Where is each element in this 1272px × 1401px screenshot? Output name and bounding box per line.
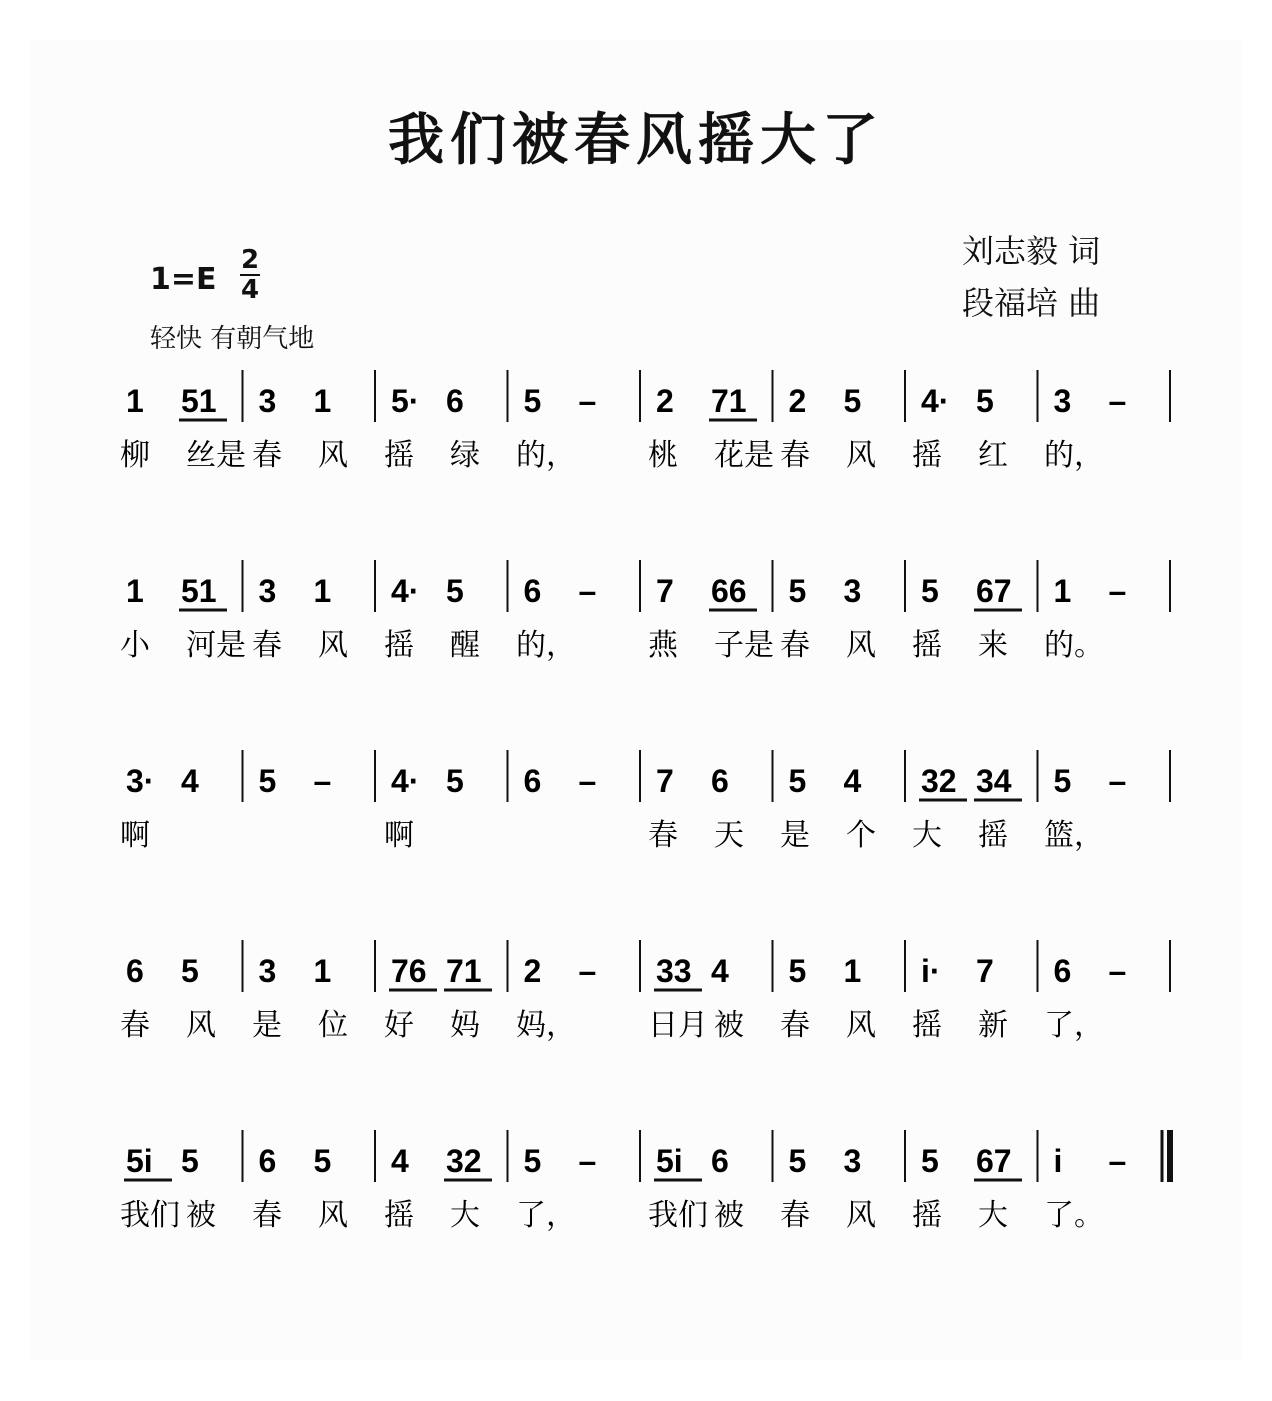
note: 3 xyxy=(843,1143,862,1179)
note: 5· xyxy=(391,383,420,419)
lyric-syllable: 新 xyxy=(978,1008,1008,1043)
note: 5 xyxy=(313,1143,332,1179)
lyric-syllable: 好 xyxy=(384,1008,414,1043)
key-signature: 1=E xyxy=(150,262,217,297)
note: 5 xyxy=(181,1143,199,1179)
note: 4· xyxy=(391,573,420,609)
note: 2 xyxy=(656,383,674,419)
note: 5i xyxy=(656,1143,683,1179)
note: 1 xyxy=(313,383,332,419)
lyric-syllable: 风 xyxy=(186,1008,216,1043)
note: 5 xyxy=(181,953,199,989)
note: 51 xyxy=(181,573,217,609)
time-signature-bottom: 4 xyxy=(240,275,260,305)
note: – xyxy=(1108,383,1127,419)
note: 71 xyxy=(446,953,482,989)
lyric-syllable: 花是 xyxy=(714,438,774,473)
note: i xyxy=(1053,1143,1063,1179)
lyric-syllable: 燕 xyxy=(648,628,678,663)
note: 4 xyxy=(391,1143,409,1179)
note: 67 xyxy=(976,1143,1012,1179)
lyric-syllable: 摇 xyxy=(912,1198,942,1233)
note: 7 xyxy=(656,763,674,799)
lyric-syllable: 风 xyxy=(846,1198,876,1233)
note: 3 xyxy=(258,953,277,989)
note: 5 xyxy=(523,383,542,419)
note: 4 xyxy=(843,763,862,799)
lyric-syllable: 日月 xyxy=(648,1008,708,1043)
lyric-syllable: 小 xyxy=(120,628,150,663)
note: 1 xyxy=(843,953,862,989)
lyric-syllable: 醒 xyxy=(450,628,480,663)
note: 5i xyxy=(126,1143,153,1179)
note: – xyxy=(578,383,597,419)
lyric-syllable: 春 xyxy=(780,1008,810,1043)
lyric-syllable: 大 xyxy=(912,818,942,853)
lyric-syllable: 我们 xyxy=(648,1198,708,1233)
note: 32 xyxy=(446,1143,482,1179)
lyric-syllable: 的， xyxy=(516,438,576,473)
lyric-syllable: 的， xyxy=(516,628,576,663)
lyric-syllable: 我们 xyxy=(120,1198,180,1233)
note: 2 xyxy=(788,383,807,419)
note: 5 xyxy=(921,1143,939,1179)
lyric-syllable: 摇 xyxy=(384,628,414,663)
lyric-syllable: 了， xyxy=(1044,1008,1104,1043)
note: 5 xyxy=(446,573,464,609)
lyric-syllable: 摇 xyxy=(384,1198,414,1233)
note: 1 xyxy=(126,383,144,419)
note: 5 xyxy=(788,1143,807,1179)
note: 1 xyxy=(313,573,332,609)
note: 4 xyxy=(181,763,199,799)
note: 6 xyxy=(258,1143,277,1179)
note: 7 xyxy=(656,573,674,609)
note: 3· xyxy=(126,763,155,799)
note: – xyxy=(313,763,332,799)
lyric-syllable: 春 xyxy=(120,1008,150,1043)
note: 5 xyxy=(523,1143,542,1179)
note: 7 xyxy=(976,953,994,989)
lyric-syllable: 风 xyxy=(846,438,876,473)
lyric-syllable: 丝是 xyxy=(186,438,246,473)
note: – xyxy=(578,1143,597,1179)
note: 5 xyxy=(843,383,862,419)
note: 3 xyxy=(1053,383,1072,419)
note: 1 xyxy=(313,953,332,989)
note: 5 xyxy=(921,573,939,609)
lyric-syllable: 子是 xyxy=(714,628,774,663)
lyric-syllable: 大 xyxy=(450,1198,480,1233)
lyric-syllable: 的， xyxy=(1044,438,1104,473)
note: 76 xyxy=(391,953,427,989)
lyric-syllable: 风 xyxy=(318,438,348,473)
note: 4· xyxy=(391,763,420,799)
note: 6 xyxy=(1053,953,1072,989)
lyric-syllable: 风 xyxy=(318,628,348,663)
note: 5 xyxy=(788,573,807,609)
note: 6 xyxy=(711,1143,729,1179)
note: 2 xyxy=(523,953,542,989)
lyric-syllable: 春 xyxy=(780,1198,810,1233)
note: 1 xyxy=(1053,573,1072,609)
note: 1 xyxy=(126,573,144,609)
note: – xyxy=(578,573,597,609)
lyric-syllable: 位 xyxy=(318,1008,348,1043)
lyric-syllable: 春 xyxy=(252,438,282,473)
composer-credit: 段福培 曲 xyxy=(962,284,1101,322)
note: 3 xyxy=(258,383,277,419)
note: 6 xyxy=(523,763,542,799)
lyric-syllable: 桃 xyxy=(648,438,678,473)
lyric-syllable: 天 xyxy=(714,818,744,853)
lyric-syllable: 绿 xyxy=(450,438,480,473)
note: 71 xyxy=(711,383,747,419)
note: 5 xyxy=(1053,763,1072,799)
lyric-syllable: 被 xyxy=(186,1198,216,1233)
note: 66 xyxy=(711,573,747,609)
note: – xyxy=(1108,1143,1127,1179)
note: 3 xyxy=(843,573,862,609)
lyric-syllable: 摇 xyxy=(912,1008,942,1043)
lyric-syllable: 来 xyxy=(978,628,1008,663)
lyric-syllable: 妈 xyxy=(450,1008,480,1043)
lyric-syllable: 啊 xyxy=(120,818,150,853)
lyric-syllable: 摇 xyxy=(912,628,942,663)
lyric-syllable: 大 xyxy=(978,1198,1008,1233)
lyricist-credit: 刘志毅 词 xyxy=(962,232,1101,270)
note: – xyxy=(578,953,597,989)
note: 6 xyxy=(523,573,542,609)
note: 5 xyxy=(788,953,807,989)
lyric-syllable: 红 xyxy=(978,438,1008,473)
note: 6 xyxy=(711,763,729,799)
note: 5 xyxy=(976,383,994,419)
note: 51 xyxy=(181,383,217,419)
note: – xyxy=(1108,763,1127,799)
lyric-syllable: 被 xyxy=(714,1198,744,1233)
note: – xyxy=(1108,573,1127,609)
lyric-syllable: 河是 xyxy=(186,628,246,663)
lyric-syllable: 妈， xyxy=(516,1008,576,1043)
lyric-syllable: 了。 xyxy=(1044,1198,1104,1233)
lyric-syllable: 春 xyxy=(648,818,678,853)
lyric-syllable: 摇 xyxy=(978,818,1008,853)
lyric-syllable: 的。 xyxy=(1044,628,1104,663)
note: 5 xyxy=(258,763,277,799)
note: 4 xyxy=(711,953,729,989)
lyric-syllable: 摇 xyxy=(912,438,942,473)
note: 4· xyxy=(921,383,950,419)
lyric-syllable: 篮， xyxy=(1044,818,1104,853)
lyric-syllable: 是 xyxy=(252,1008,282,1043)
song-title: 我们被春风摇大了 xyxy=(388,107,884,173)
note: 3 xyxy=(258,573,277,609)
lyric-syllable: 风 xyxy=(846,1008,876,1043)
lyric-syllable: 是 xyxy=(780,818,810,853)
lyric-syllable: 春 xyxy=(780,438,810,473)
lyric-syllable: 风 xyxy=(318,1198,348,1233)
lyric-syllable: 春 xyxy=(252,628,282,663)
lyric-syllable: 啊 xyxy=(384,818,414,853)
lyric-syllable: 摇 xyxy=(384,438,414,473)
lyric-syllable: 柳 xyxy=(120,438,150,473)
note: 5 xyxy=(446,763,464,799)
lyric-syllable: 了， xyxy=(516,1198,576,1233)
note: 5 xyxy=(788,763,807,799)
lyric-syllable: 个 xyxy=(846,818,876,853)
note: i· xyxy=(921,953,941,989)
note: 67 xyxy=(976,573,1012,609)
note: 6 xyxy=(126,953,144,989)
lyric-syllable: 风 xyxy=(846,628,876,663)
lyric-syllable: 春 xyxy=(780,628,810,663)
time-signature-top: 2 xyxy=(240,245,260,275)
lyric-syllable: 春 xyxy=(252,1198,282,1233)
note: 33 xyxy=(656,953,692,989)
lyric-syllable: 被 xyxy=(714,1008,744,1043)
note: 6 xyxy=(446,383,464,419)
note: 32 xyxy=(921,763,957,799)
tempo-marking: 轻快 有朝气地 xyxy=(150,324,315,354)
note: 34 xyxy=(976,763,1012,799)
note: – xyxy=(578,763,597,799)
note: – xyxy=(1108,953,1127,989)
